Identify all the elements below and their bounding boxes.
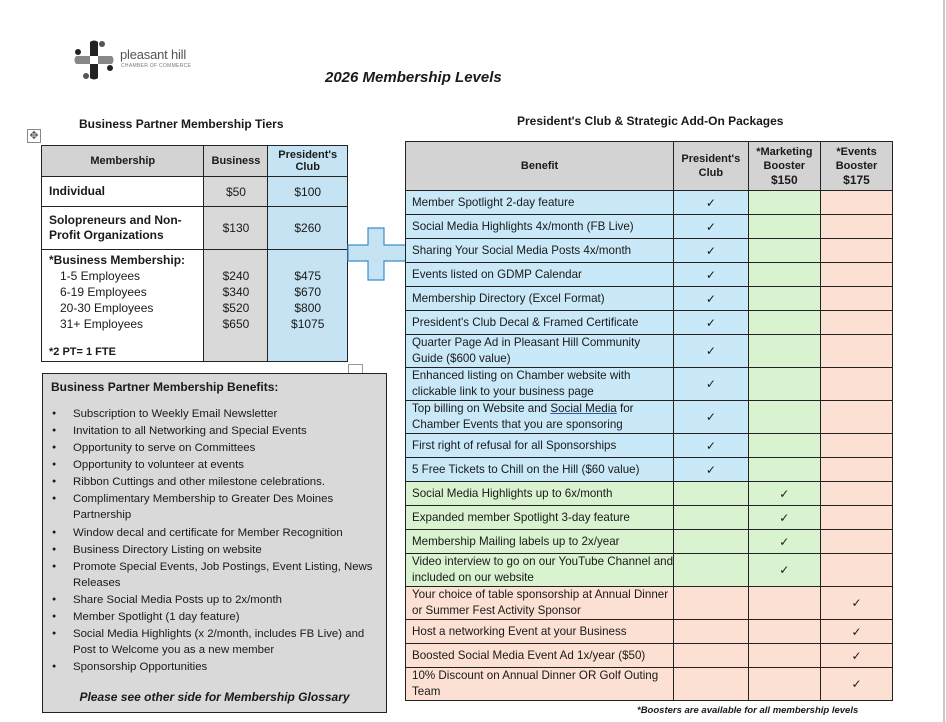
packages-body: [406, 191, 893, 701]
package-row: [406, 587, 893, 620]
marketing-booster-label: *Marketing Booster: [756, 146, 813, 172]
events-cell: [821, 239, 893, 263]
presidents-club-cell: [674, 506, 748, 530]
membership-tiers-table: [41, 145, 348, 362]
presidents-club-cell: [674, 335, 748, 368]
page-title: 2026 Membership Levels: [325, 69, 502, 86]
page-edge: [943, 0, 945, 722]
checkmark-icon: ✓: [705, 219, 716, 234]
marketing-cell: [748, 530, 820, 554]
benefits-title: Business Partner Membership Benefits:: [51, 380, 279, 394]
presidents-club-cell: [674, 263, 748, 287]
size-label: 1-5 Employees: [60, 269, 141, 283]
size-business-price: $240: [222, 269, 250, 283]
benefit-item: ● Promote Special Events, Job Postings, Event Listing, News Releases: [51, 559, 381, 591]
package-row: [406, 620, 893, 644]
benefit-cell: Host a networking Event at your Business: [406, 620, 674, 644]
benefit-item: ● Social Media Highlights (x 2/month, includes FB Live) and Post to Welcome you as a new member: [51, 626, 381, 658]
tier-label: Individual: [42, 177, 204, 207]
marketing-cell: [748, 239, 820, 263]
marketing-cell: [748, 311, 820, 335]
size-label: 20-30 Employees: [60, 301, 154, 315]
tier-row-solopreneurs: [42, 207, 348, 250]
marketing-cell: [748, 368, 820, 401]
size-presidents-price: $800: [294, 301, 322, 315]
presidents-club-cell: [674, 482, 748, 506]
checkmark-icon: ✓: [779, 534, 790, 549]
checkmark-icon: ✓: [705, 267, 716, 282]
presidents-prices-cell: [268, 250, 348, 362]
size-presidents-price: $670: [294, 285, 322, 299]
package-row: [406, 554, 893, 587]
header-presidents-club: President's Club: [268, 146, 348, 177]
presidents-club-cell: [674, 239, 748, 263]
events-cell: [821, 587, 893, 620]
events-cell: [821, 287, 893, 311]
size-business-price: $520: [222, 301, 250, 315]
logo-subtitle: CHAMBER OF COMMERCE: [121, 63, 192, 69]
header-marketing-booster: [748, 142, 820, 191]
benefit-cell: Top billing on Website and Social Media for Chamber Events that you are sponsoring: [406, 401, 674, 434]
packages-title: President's Club & Strategic Add-On Packages: [517, 114, 784, 128]
packages-table: [405, 141, 893, 701]
size-presidents-price: $1075: [291, 317, 325, 331]
events-cell: [821, 554, 893, 587]
package-row: [406, 368, 893, 401]
marketing-cell: [748, 482, 820, 506]
benefit-cell: Sharing Your Social Media Posts 4x/month: [406, 239, 674, 263]
presidents-club-cell: [674, 434, 748, 458]
presidents-club-cell: [674, 287, 748, 311]
tiers-title: Business Partner Membership Tiers: [79, 117, 284, 131]
benefit-cell: 5 Free Tickets to Chill on the Hill ($60 value): [406, 458, 674, 482]
business-membership-label: *Business Membership:: [49, 253, 186, 267]
size-business-price: $340: [222, 285, 250, 299]
presidents-club-cell: [674, 311, 748, 335]
events-cell: [821, 458, 893, 482]
benefit-cell: Enhanced listing on Chamber website with clickable link to your business page: [406, 368, 674, 401]
marketing-cell: [748, 554, 820, 587]
checkmark-icon: ✓: [705, 344, 716, 358]
benefit-cell: Expanded member Spotlight 3-day feature: [406, 506, 674, 530]
checkmark-icon: ✓: [705, 438, 716, 453]
benefit-cell: President's Club Decal & Framed Certificate: [406, 311, 674, 335]
business-prices-cell: [204, 250, 268, 362]
header-events-booster: [821, 142, 893, 191]
events-booster-price: $175: [843, 173, 870, 187]
benefit-cell: First right of refusal for all Sponsorships: [406, 434, 674, 458]
marketing-cell: [748, 191, 820, 215]
presidents-club-cell: [674, 368, 748, 401]
benefit-cell: Social Media Highlights up to 6x/month: [406, 482, 674, 506]
checkmark-icon: ✓: [851, 596, 862, 610]
tier-business-price: $50: [204, 177, 268, 207]
events-cell: [821, 644, 893, 668]
checkmark-icon: ✓: [705, 377, 716, 391]
checkmark-icon: ✓: [779, 486, 790, 501]
benefit-cell: Video interview to go on our YouTube Channel and included on our website: [406, 554, 674, 587]
tier-presidents-price: $260: [268, 207, 348, 250]
packages-header-row: [406, 142, 893, 191]
benefit-item: ● Ribbon Cuttings and other milestone celebrations.: [51, 474, 381, 490]
events-cell: [821, 335, 893, 368]
glossary-note: Please see other side for Membership Glossary: [79, 690, 350, 704]
package-row: [406, 191, 893, 215]
benefit-cell: Quarter Page Ad in Pleasant Hill Community Guide ($600 value): [406, 335, 674, 368]
events-booster-label: *Events Booster: [835, 146, 878, 172]
checkmark-icon: ✓: [779, 510, 790, 525]
checkmark-icon: ✓: [705, 315, 716, 330]
benefit-item: ● Sponsorship Opportunities: [51, 659, 381, 675]
events-cell: [821, 482, 893, 506]
checkmark-icon: ✓: [705, 291, 716, 306]
events-cell: [821, 620, 893, 644]
checkmark-icon: ✓: [779, 563, 790, 577]
presidents-club-cell: [674, 458, 748, 482]
events-cell: [821, 434, 893, 458]
marketing-booster-price: $150: [770, 173, 798, 187]
benefit-item: ● Complimentary Membership to Greater Des Moines Partnership: [51, 491, 381, 523]
package-row: [406, 530, 893, 554]
benefit-cell: Social Media Highlights 4x/month (FB Live): [406, 215, 674, 239]
package-row: [406, 458, 893, 482]
package-row: [406, 263, 893, 287]
marketing-cell: [748, 620, 820, 644]
benefit-cell: Membership Mailing labels up to 2x/year: [406, 530, 674, 554]
marketing-cell: [748, 263, 820, 287]
marketing-cell: [748, 587, 820, 620]
tier-label: Solopreneurs and Non-Profit Organizations: [42, 207, 204, 250]
package-row: [406, 401, 893, 434]
events-cell: [821, 311, 893, 335]
package-row: [406, 434, 893, 458]
events-cell: [821, 215, 893, 239]
package-row: [406, 311, 893, 335]
benefit-item: ● Subscription to Weekly Email Newsletter: [51, 406, 381, 422]
benefit-cell: Member Spotlight 2-day feature: [406, 191, 674, 215]
marketing-cell: [748, 434, 820, 458]
package-row: [406, 668, 893, 701]
tier-presidents-price: $100: [268, 177, 348, 207]
header-presidents-club: President's Club: [674, 142, 748, 191]
tier-row-business-membership: [42, 250, 348, 362]
benefit-cell: 10% Discount on Annual Dinner OR Golf Outing Team: [406, 668, 674, 701]
size-label: 31+ Employees: [60, 317, 144, 331]
package-row: [406, 335, 893, 368]
pinwheel-logo-icon: [72, 38, 116, 82]
benefit-item: ● Opportunity to serve on Committees: [51, 440, 381, 456]
checkmark-icon: ✓: [851, 648, 862, 663]
benefit-cell: Boosted Social Media Event Ad 1x/year ($50): [406, 644, 674, 668]
events-cell: [821, 368, 893, 401]
package-row: [406, 239, 893, 263]
checkmark-icon: ✓: [851, 624, 862, 639]
events-cell: [821, 263, 893, 287]
checkmark-icon: ✓: [705, 195, 716, 210]
package-row: [406, 287, 893, 311]
business-membership-cell: [42, 250, 204, 362]
presidents-club-cell: [674, 191, 748, 215]
plus-icon: [347, 227, 407, 283]
size-presidents-price: $475: [294, 269, 322, 283]
package-row: [406, 215, 893, 239]
package-row: [406, 506, 893, 530]
marketing-cell: [748, 506, 820, 530]
size-label: 6-19 Employees: [60, 285, 147, 299]
tier-business-price: $130: [204, 207, 268, 250]
logo-name: pleasant hill: [120, 47, 187, 62]
benefit-item: ● Opportunity to volunteer at events: [51, 457, 381, 473]
presidents-club-cell: [674, 401, 748, 434]
benefits-box: [42, 373, 387, 713]
table-move-handle-icon[interactable]: ✥: [27, 129, 41, 143]
underlined-phrase: Social Media: [550, 402, 617, 415]
presidents-club-cell: [674, 620, 748, 644]
events-cell: [821, 668, 893, 701]
marketing-cell: [748, 335, 820, 368]
header-membership: Membership: [42, 146, 204, 177]
size-business-price: $650: [222, 317, 250, 331]
presidents-club-cell: [674, 215, 748, 239]
marketing-cell: [748, 644, 820, 668]
checkmark-icon: ✓: [705, 462, 716, 477]
benefit-cell: Events listed on GDMP Calendar: [406, 263, 674, 287]
presidents-club-cell: [674, 668, 748, 701]
marketing-cell: [748, 287, 820, 311]
boosters-footnote: *Boosters are available for all membership levels: [637, 705, 859, 716]
marketing-cell: [748, 215, 820, 239]
events-cell: [821, 506, 893, 530]
benefit-cell: Membership Directory (Excel Format): [406, 287, 674, 311]
fte-note: *2 PT= 1 FTE: [49, 346, 116, 358]
package-row: [406, 482, 893, 506]
benefit-item: ● Business Directory Listing on website: [51, 542, 381, 558]
tiers-header-row: [42, 146, 348, 177]
events-cell: [821, 530, 893, 554]
events-cell: [821, 191, 893, 215]
marketing-cell: [748, 668, 820, 701]
tier-row-individual: [42, 177, 348, 207]
benefit-item: ● Share Social Media Posts up to 2x/month: [51, 592, 381, 608]
benefits-list: [51, 406, 381, 676]
benefit-item: ● Invitation to all Networking and Special Events: [51, 423, 381, 439]
header-benefit: Benefit: [406, 142, 674, 191]
benefit-item: ● Window decal and certificate for Member Recognition: [51, 525, 381, 541]
header-business: Business: [204, 146, 268, 177]
benefit-cell: Your choice of table sponsorship at Annual Dinner or Summer Fest Activity Sponsor: [406, 587, 674, 620]
presidents-club-cell: [674, 554, 748, 587]
presidents-club-cell: [674, 644, 748, 668]
presidents-club-cell: [674, 530, 748, 554]
marketing-cell: [748, 401, 820, 434]
chamber-logo: [72, 38, 202, 82]
marketing-cell: [748, 458, 820, 482]
checkmark-icon: ✓: [705, 243, 716, 258]
checkmark-icon: ✓: [851, 677, 862, 691]
package-row: [406, 644, 893, 668]
benefit-item: ● Member Spotlight (1 day feature): [51, 609, 381, 625]
presidents-club-cell: [674, 587, 748, 620]
events-cell: [821, 401, 893, 434]
checkmark-icon: ✓: [705, 410, 716, 424]
